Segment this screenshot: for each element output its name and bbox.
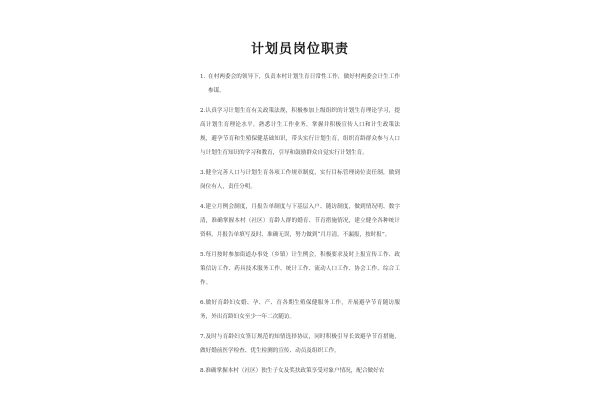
paragraph-2: 2.认真学习计划生育有关政策法规，积极参加上级组织的计划生育理论学习，提高计划生育理论水平，熟悉计生工作业务，掌握并积极宣传人口和计生政策法规，避孕节育和生殖保健基础知识，带头实行计划生育，组织育龄群众参与人口与计划生育知识的学习和教育，引导和鼓励群众自觉实行计划生育。 [200, 108, 400, 156]
document-title: 计划员岗位职责 [250, 42, 349, 57]
paragraph-1-text: 在村两委会的领导下，负责本村计划生育日常性工作，做好村两委会计生工作参谋。 [208, 74, 400, 94]
paragraph-6: 6.做好育龄妇女婚、孕、产、育各期生殖保健服务工作，开展避孕节育随访服务，外出育龄妇女至少一年二次随访。 [200, 300, 400, 320]
paragraph-5: 5.每月按时参加街道办事处（乡镇）计生例会，积极要求及时上报宣传工作、政策信访工作、药具技术服务工作、统计工作、流动人口工作、协会工作、综合工作。 [200, 252, 400, 286]
paragraph-8: 8.准确掌握本村（社区）独生子女及奖扶政策享受对象户情况，配合做好农 [200, 368, 385, 374]
paragraph-3: 3.健全完善人口与计划生育各项工作规章制度，实行目标管理岗位责任制，做到岗位有人，责任分明。 [200, 170, 400, 190]
document-body [200, 70, 400, 384]
paragraph-7: 7.及时与育龄妇女签订规范的知情选择协议，同时积极引导长效避孕节育措施，做好婚前医学检查、优生检测的宣传、动员及组织工作。 [200, 334, 400, 354]
paragraph-1 [200, 70, 400, 98]
paragraph-4: 4.建立月例会制度，月报告单制度与下基层入户、随访制度，做到情况明、数字清，准确掌握本村（社区）育龄人群的婚育、节育措施情况，建立健全各种统计资料，月报告单填写及时、准确无误，努力做到“月月清，不漏报，按时报”。 [200, 204, 400, 238]
paragraph-1-number: 1. [200, 74, 206, 80]
